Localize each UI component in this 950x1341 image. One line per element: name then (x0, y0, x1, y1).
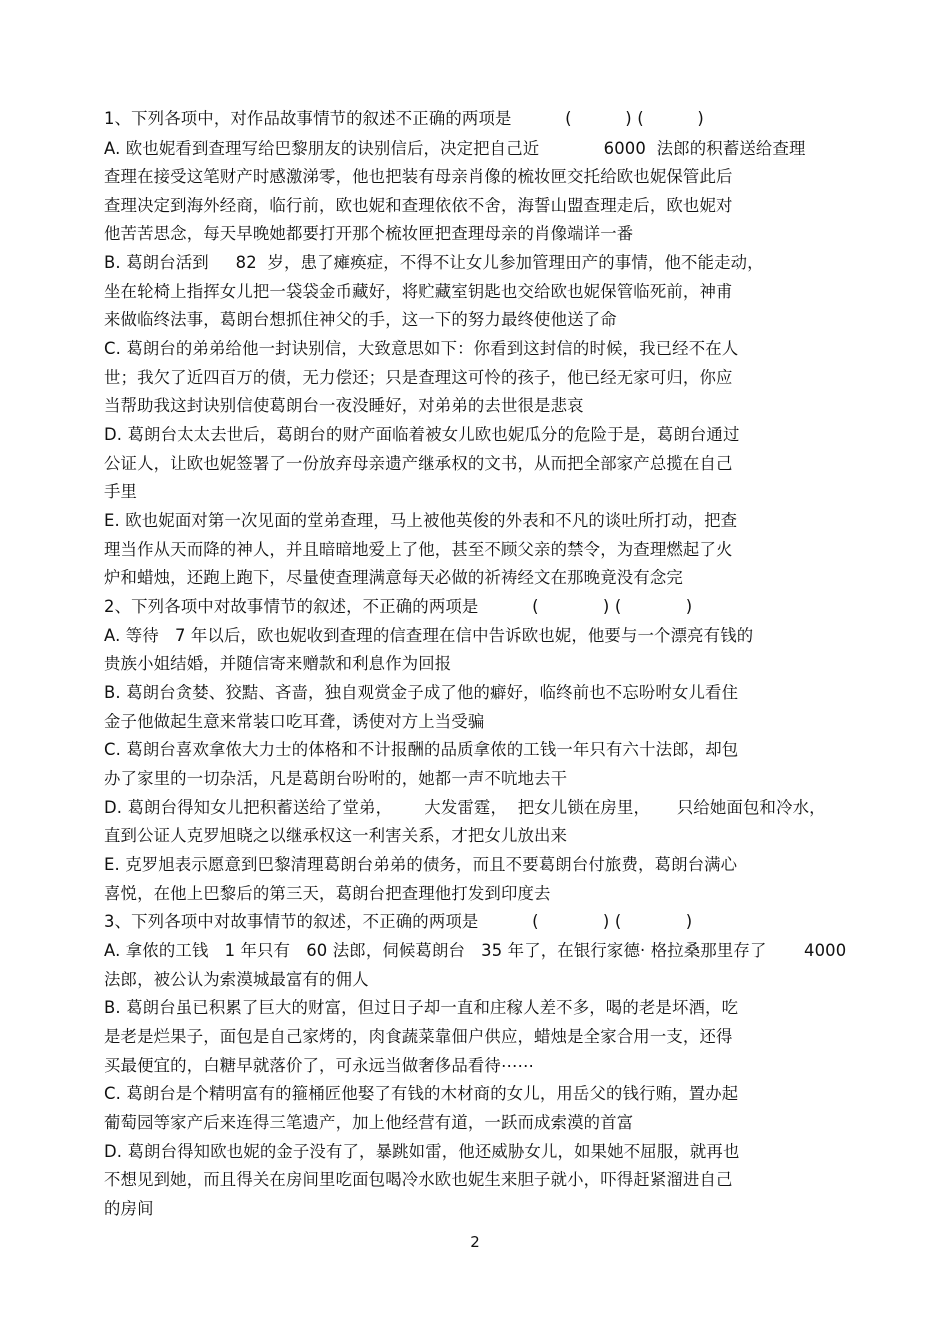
question-2-stem: 2、下列各项中对故事情节的叙述，不正确的两项是 ( ) ( ) (104, 597, 693, 616)
q1-option-e-line-3: 炉和蜡烛，还跑上跑下，尽量使查理满意每天必做的祈祷经文在那晚竟没有念完 (104, 568, 683, 587)
q1-option-b-line-1: B. 葛朗台活到 82 岁，患了瘫痪症，不得不让女儿参加管理田产的事情，他不能走动， (104, 253, 764, 272)
q1-option-b-line-2: 坐在轮椅上指挥女儿把一袋袋金币藏好，将贮藏室钥匙也交给欧也妮保管临死前，神甫 (104, 282, 733, 301)
q3-option-b-line-3: 买最便宜的，白糖早就落价了，可永远当做奢侈品看待⋯⋯ (104, 1056, 535, 1075)
q1-option-a-line-4: 他苦苦思念，每天早晚她都要打开那个梳妆匣把查理母亲的肖像端详一番 (104, 224, 634, 243)
q1-option-d-line-2: 公证人，让欧也妮签署了一份放弃母亲遗产继承权的文书，从而把全部家产总揽在自己 (104, 454, 733, 473)
q3-option-d-line-1: D. 葛朗台得知欧也妮的金子没有了，暴跳如雷，他还威胁女儿，如果她不屈服，就再也 (104, 1142, 740, 1161)
q1-option-c-line-1: C. 葛朗台的弟弟给他一封诀别信，大致意思如下：你看到这封信的时候，我已经不在人 (104, 339, 739, 358)
q2-option-e-line-1: E. 克罗旭表示愿意到巴黎清理葛朗台弟弟的债务，而且不要葛朗台付旅费，葛朗台满心 (104, 855, 738, 874)
q3-option-b-line-2: 是老是烂果子，面包是自己家烤的，肉食蔬菜靠佃户供应，蜡烛是全家合用一支，还得 (104, 1027, 733, 1046)
q2-option-b-line-2: 金子他做起生意来常装口吃耳聋，诱使对方上当受骗 (104, 712, 485, 731)
q3-option-c-line-2: 葡萄园等家产后来连得三笔遗产，加上他经营有道，一跃而成索漠的首富 (104, 1113, 634, 1132)
q2-option-b-line-1: B. 葛朗台贪婪、狡黠、吝啬，独自观赏金子成了他的癖好，临终前也不忘吩咐女儿看住 (104, 683, 739, 702)
q2-option-c-line-1: C. 葛朗台喜欢拿侬大力士的体格和不计报酬的品质拿侬的工钱一年只有六十法郎，却包 (104, 740, 739, 759)
q2-option-a-line-1: A. 等待 7 年以后，欧也妮收到查理的信查理在信中告诉欧也妮，他要与一个漂亮有钱的 (104, 626, 754, 645)
q1-option-a-line-3: 查理决定到海外经商，临行前，欧也妮和查理依依不舍，海誓山盟查理走后，欧也妮对 (104, 196, 733, 215)
q2-option-d-line-2: 直到公证人克罗旭晓之以继承权这一利害关系，才把女儿放出来 (104, 826, 568, 845)
q1-option-d-line-3: 手里 (104, 482, 138, 501)
q2-option-a-line-2: 贵族小姐结婚，并随信寄来赠款和利息作为回报 (104, 654, 452, 673)
q2-option-e-line-2: 喜悦，在他上巴黎后的第三天，葛朗台把查理他打发到印度去 (104, 884, 551, 903)
q1-option-a-line-1: A. 欧也妮看到查理写给巴黎朋友的诀别信后，决定把自己近 6000 法郎的积蓄送给查理 (104, 139, 806, 158)
q1-option-e-line-2: 理当作从天而降的神人，并且暗暗地爱上了他，甚至不顾父亲的禁令，为查理燃起了火 (104, 540, 733, 559)
q1-option-e-line-1: E. 欧也妮面对第一次见面的堂弟查理，马上被他英俊的外表和不凡的谈吐所打动，把查 (104, 511, 738, 530)
q2-option-d-line-1: D. 葛朗台得知女儿把积蓄送给了堂弟， 大发雷霆， 把女儿锁在房里， 只给她面包和冷水， (104, 798, 826, 817)
page-number: 2 (470, 1233, 480, 1251)
q3-option-b-line-1: B. 葛朗台虽已积累了巨大的财富，但过日子却一直和庄稼人差不多，喝的老是坏酒，吃 (104, 998, 739, 1017)
q3-option-c-line-1: C. 葛朗台是个精明富有的箍桶匠他娶了有钱的木材商的女儿，用岳父的钱行贿，置办起 (104, 1084, 739, 1103)
q1-option-c-line-3: 当帮助我这封诀别信使葛朗台一夜没睡好，对弟弟的去世很是悲哀 (104, 396, 584, 415)
q1-option-b-line-3: 来做临终法事，葛朗台想抓住神父的手，这一下的努力最终使他送了命 (104, 310, 617, 329)
q1-option-a-line-2: 查理在接受这笔财产时感激涕零，他也把装有母亲肖像的梳妆匣交托给欧也妮保管此后 (104, 167, 733, 186)
question-1-stem: 1、下列各项中，对作品故事情节的叙述不正确的两项是 ( ) ( ) (104, 109, 704, 128)
q3-option-a-line-1: A. 拿侬的工钱 1 年只有 60 法郎，伺候葛朗台 35 年了，在银行家德· 格拉桑那里存了 4000 (104, 941, 847, 960)
q2-option-c-line-2: 办了家里的一切杂活，凡是葛朗台吩咐的，她都一声不吭地去干 (104, 769, 568, 788)
q1-option-d-line-1: D. 葛朗台太太去世后，葛朗台的财产面临着被女儿欧也妮瓜分的危险于是，葛朗台通过 (104, 425, 740, 444)
question-3-stem: 3、下列各项中对故事情节的叙述，不正确的两项是 ( ) ( ) (104, 912, 693, 931)
q3-option-d-line-3: 的房间 (104, 1199, 154, 1218)
q3-option-a-line-2: 法郎，被公认为索漠城最富有的佣人 (104, 970, 369, 989)
q3-option-d-line-2: 不想见到她，而且得关在房间里吃面包喝冷水欧也妮生来胆子就小，吓得赶紧溜进自己 (104, 1170, 733, 1189)
q1-option-c-line-2: 世；我欠了近四百万的债，无力偿还；只是查理这可怜的孩子，他已经无家可归，你应 (104, 368, 733, 387)
